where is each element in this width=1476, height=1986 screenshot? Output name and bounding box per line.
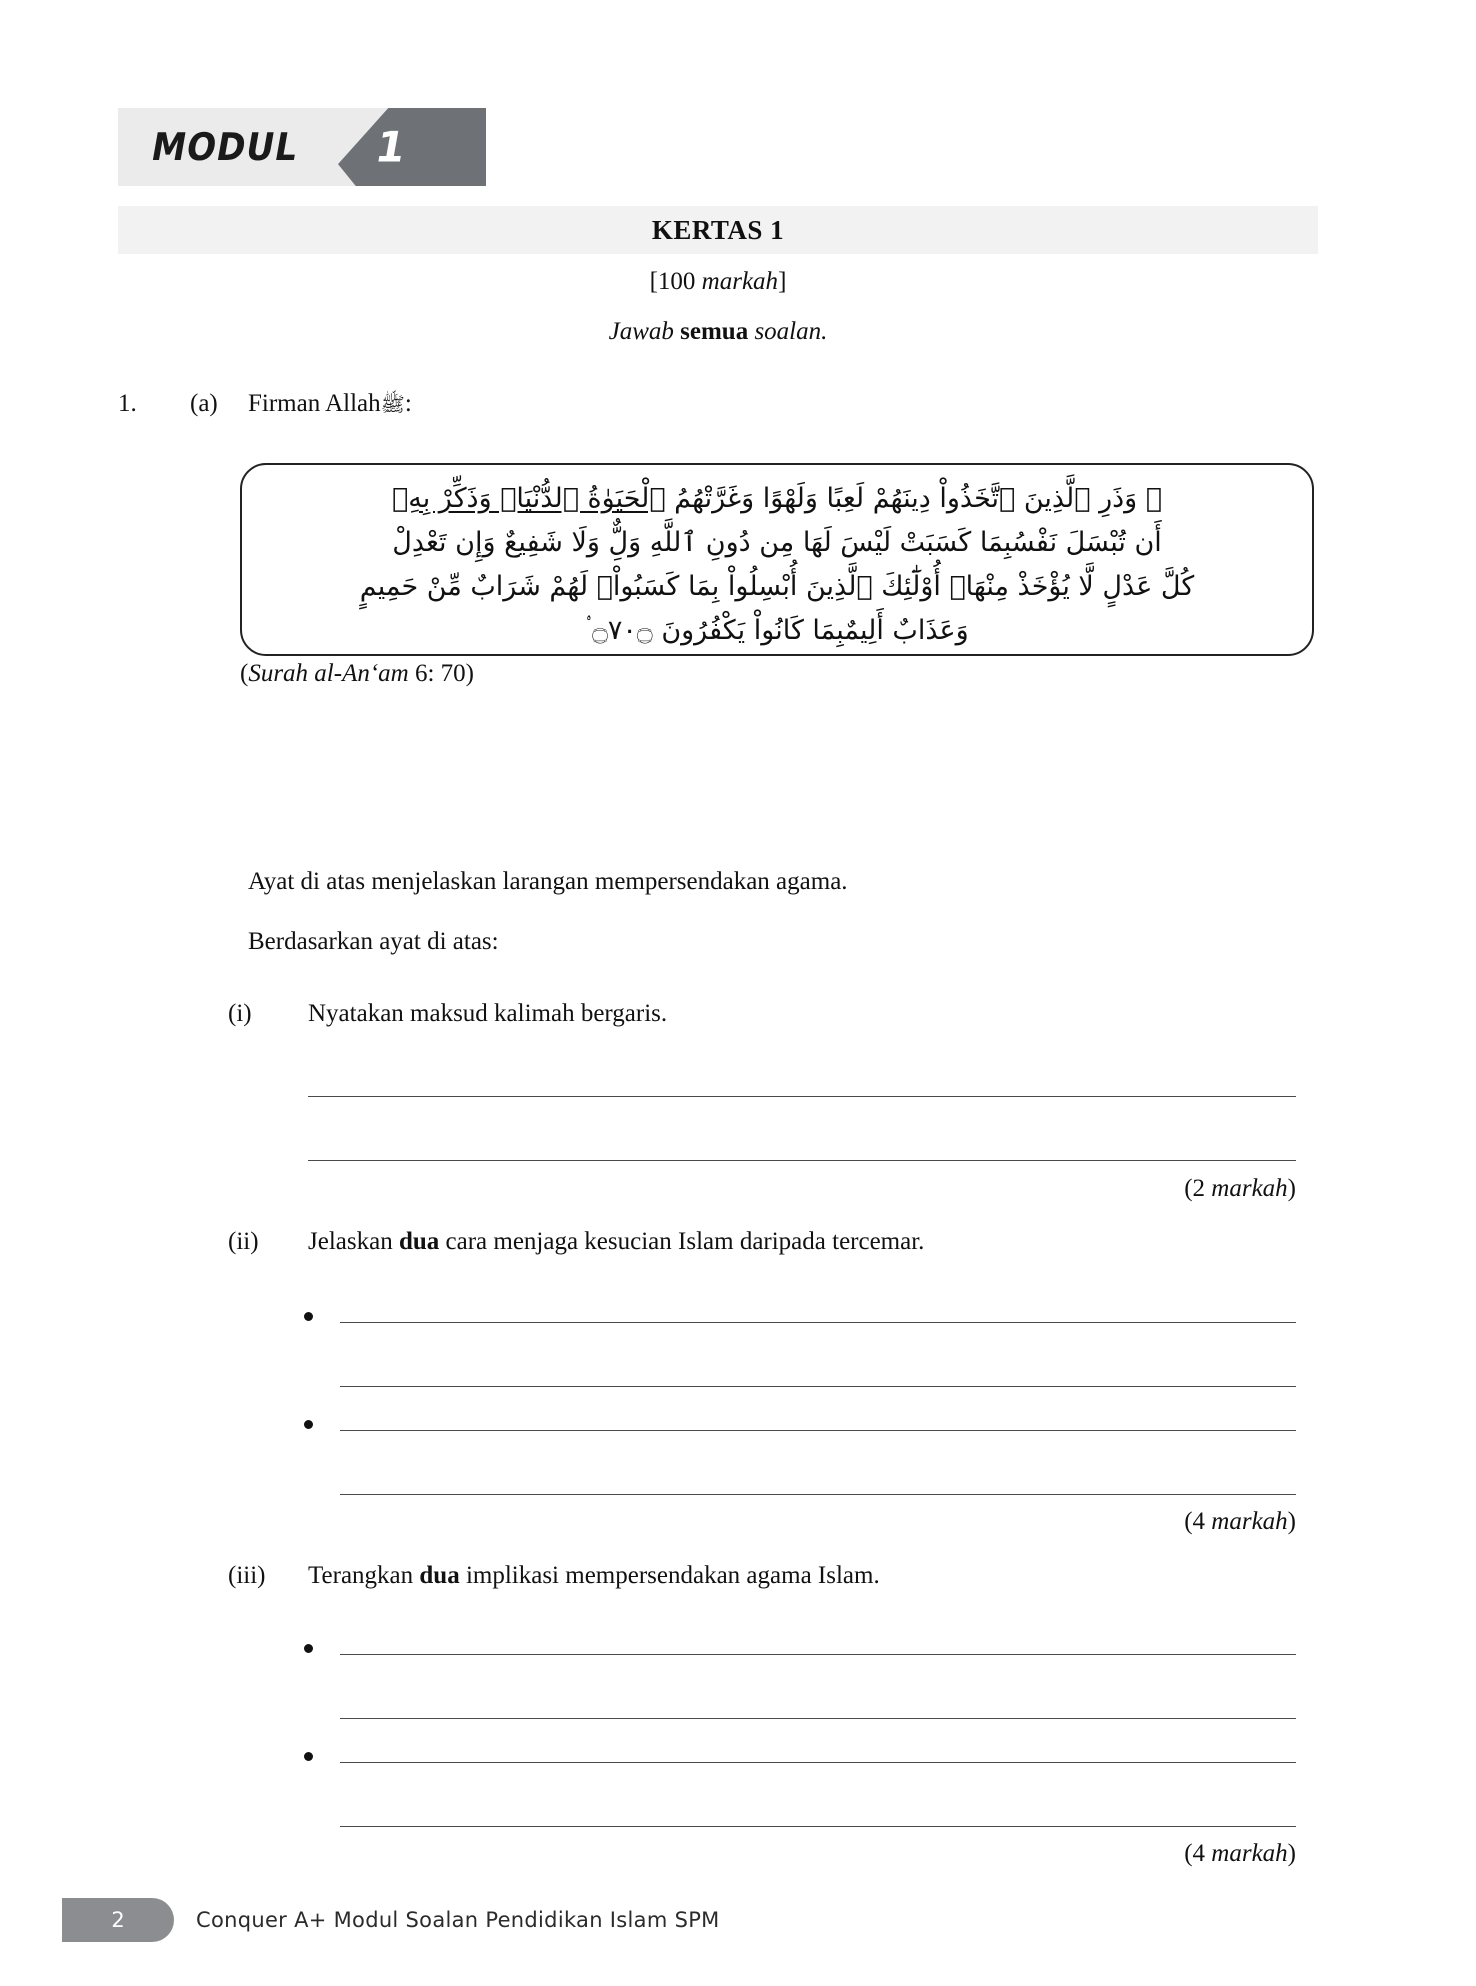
marks-allocation-iii — [1040, 1840, 1296, 1868]
subitem-i-text: Nyatakan maksud kalimah bergaris. — [308, 1000, 668, 1027]
answer-bullet — [304, 1644, 313, 1653]
marks-i-close: ) — [1287, 1175, 1296, 1202]
marks-iii-open: (4 — [1184, 1840, 1212, 1867]
marks-note-prefix: [100 — [649, 268, 702, 295]
quran-verse-text — [242, 477, 1312, 653]
answer-bullet — [304, 1752, 313, 1761]
question-stem-colon: : — [404, 390, 412, 417]
subitem-ii-suffix: cara menjaga kesucian Islam daripada tercemar. — [439, 1228, 925, 1255]
marks-note-suffix: ] — [778, 268, 787, 295]
instruction-prefix: Jawab — [608, 318, 681, 345]
marks-ii-open: (4 — [1184, 1508, 1212, 1535]
page-number-pill — [62, 1898, 174, 1942]
marks-i-word: markah — [1211, 1175, 1288, 1202]
citation-reference: 6: 70) — [408, 660, 475, 687]
subitem-ii-emphasis: dua — [398, 1228, 440, 1255]
question-stem — [248, 390, 412, 421]
answer-line[interactable] — [340, 1718, 1296, 1719]
question-part-label: (a) — [190, 390, 218, 417]
answer-line[interactable] — [340, 1430, 1296, 1431]
subitem-iii-emphasis: dua — [419, 1562, 460, 1589]
answer-line[interactable] — [340, 1826, 1296, 1827]
answer-line[interactable] — [340, 1386, 1296, 1387]
verse-line-1a: ۞ وَذَرِ ٱلَّذِينَ ٱتَّخَذُواْ دِينَهُمْ لَعِبًا وَلَهْوًا وَغَرَّتْهُمُ — [674, 483, 1162, 514]
answer-line[interactable] — [308, 1096, 1296, 1097]
intro-paragraph-2: Berdasarkan ayat di atas: — [248, 928, 499, 955]
citation-surah-name: Surah al-An‘am — [248, 660, 409, 687]
answer-line[interactable] — [340, 1322, 1296, 1323]
subitem-ii-prefix: Jelaskan — [308, 1228, 399, 1255]
module-badge — [118, 108, 486, 186]
subitem-text-i — [308, 1000, 667, 1028]
answer-all-instruction — [118, 318, 1318, 346]
subitem-iii-suffix: implikasi mempersendakan agama Islam. — [459, 1562, 880, 1589]
page-title: KERTAS 1 — [651, 214, 785, 245]
subitem-label-ii: (ii) — [228, 1228, 259, 1255]
question-stem-text: Firman Allah — [248, 390, 381, 417]
answer-line[interactable] — [308, 1160, 1296, 1161]
module-badge-number: 1 — [371, 122, 410, 172]
marks-note-word: markah — [701, 268, 779, 295]
answer-bullet — [304, 1420, 313, 1429]
verse-citation — [240, 660, 474, 688]
verse-line-1-underlined: ٱلْحَيَوٰةُ ٱلدُّنْيَاۚ وَذَكِّرْ بِهِۢ — [392, 483, 666, 514]
footer-title: Conquer A+ Modul Soalan Pendidikan Islam SPM — [196, 1908, 720, 1932]
marks-allocation-ii — [1040, 1508, 1296, 1536]
allah-honorific-icon: ﷺ — [380, 392, 405, 416]
marks-ii-word: markah — [1211, 1508, 1288, 1535]
marks-note — [118, 268, 1318, 296]
quran-verse-box — [240, 463, 1314, 656]
answer-line[interactable] — [340, 1494, 1296, 1495]
module-badge-word: MODUL — [148, 125, 302, 169]
answer-line[interactable] — [340, 1762, 1296, 1763]
instruction-emphasis: semua — [680, 318, 749, 345]
paper-title-band — [118, 206, 1318, 254]
subitem-text-iii — [308, 1562, 880, 1590]
marks-i-open: (2 — [1184, 1175, 1212, 1202]
question-number: 1. — [118, 390, 137, 417]
marks-iii-word: markah — [1211, 1840, 1288, 1867]
instruction-suffix: soalan. — [748, 318, 828, 345]
marks-iii-close: ) — [1287, 1840, 1296, 1867]
page-number: 2 — [111, 1908, 125, 1932]
subitem-iii-prefix: Terangkan — [308, 1562, 420, 1589]
answer-line[interactable] — [340, 1654, 1296, 1655]
answer-bullet — [304, 1312, 313, 1321]
subitem-label-i: (i) — [228, 1000, 252, 1027]
marks-allocation-i — [1040, 1175, 1296, 1203]
verse-line-4: وَعَذَابٌ أَلِيمٌبِمَا كَانُواْ يَكْفُرُونَ ۝٧٠۝ ۟ — [585, 615, 969, 646]
subitem-label-iii: (iii) — [228, 1562, 266, 1589]
marks-ii-close: ) — [1287, 1508, 1296, 1535]
verse-line-3: كُلَّ عَدْلٍ لَّا يُؤْخَذْ مِنْهَاۗ أُوْلَٰٓئِكَ ٱلَّذِينَ أُبْسِلُواْ بِمَا كَسَبُواْۗ لَهُمْ شَرَابٌ مِّنْ حَمِيمٍ — [359, 571, 1195, 602]
subitem-text-ii — [308, 1228, 924, 1256]
verse-line-2: أَن تُبْسَلَ نَفْسُبِمَا كَسَبَتْ لَيْسَ لَهَا مِن دُونِ ٱللَّهِ وَلٌِّ وَلَا شَفِيعٌ وَإِن تَعْدِلْ — [392, 527, 1162, 558]
intro-paragraph-1: Ayat di atas menjelaskan larangan mempersendakan agama. — [248, 868, 848, 895]
citation-open: ( — [240, 660, 249, 687]
verse-line-1 — [242, 477, 1312, 521]
